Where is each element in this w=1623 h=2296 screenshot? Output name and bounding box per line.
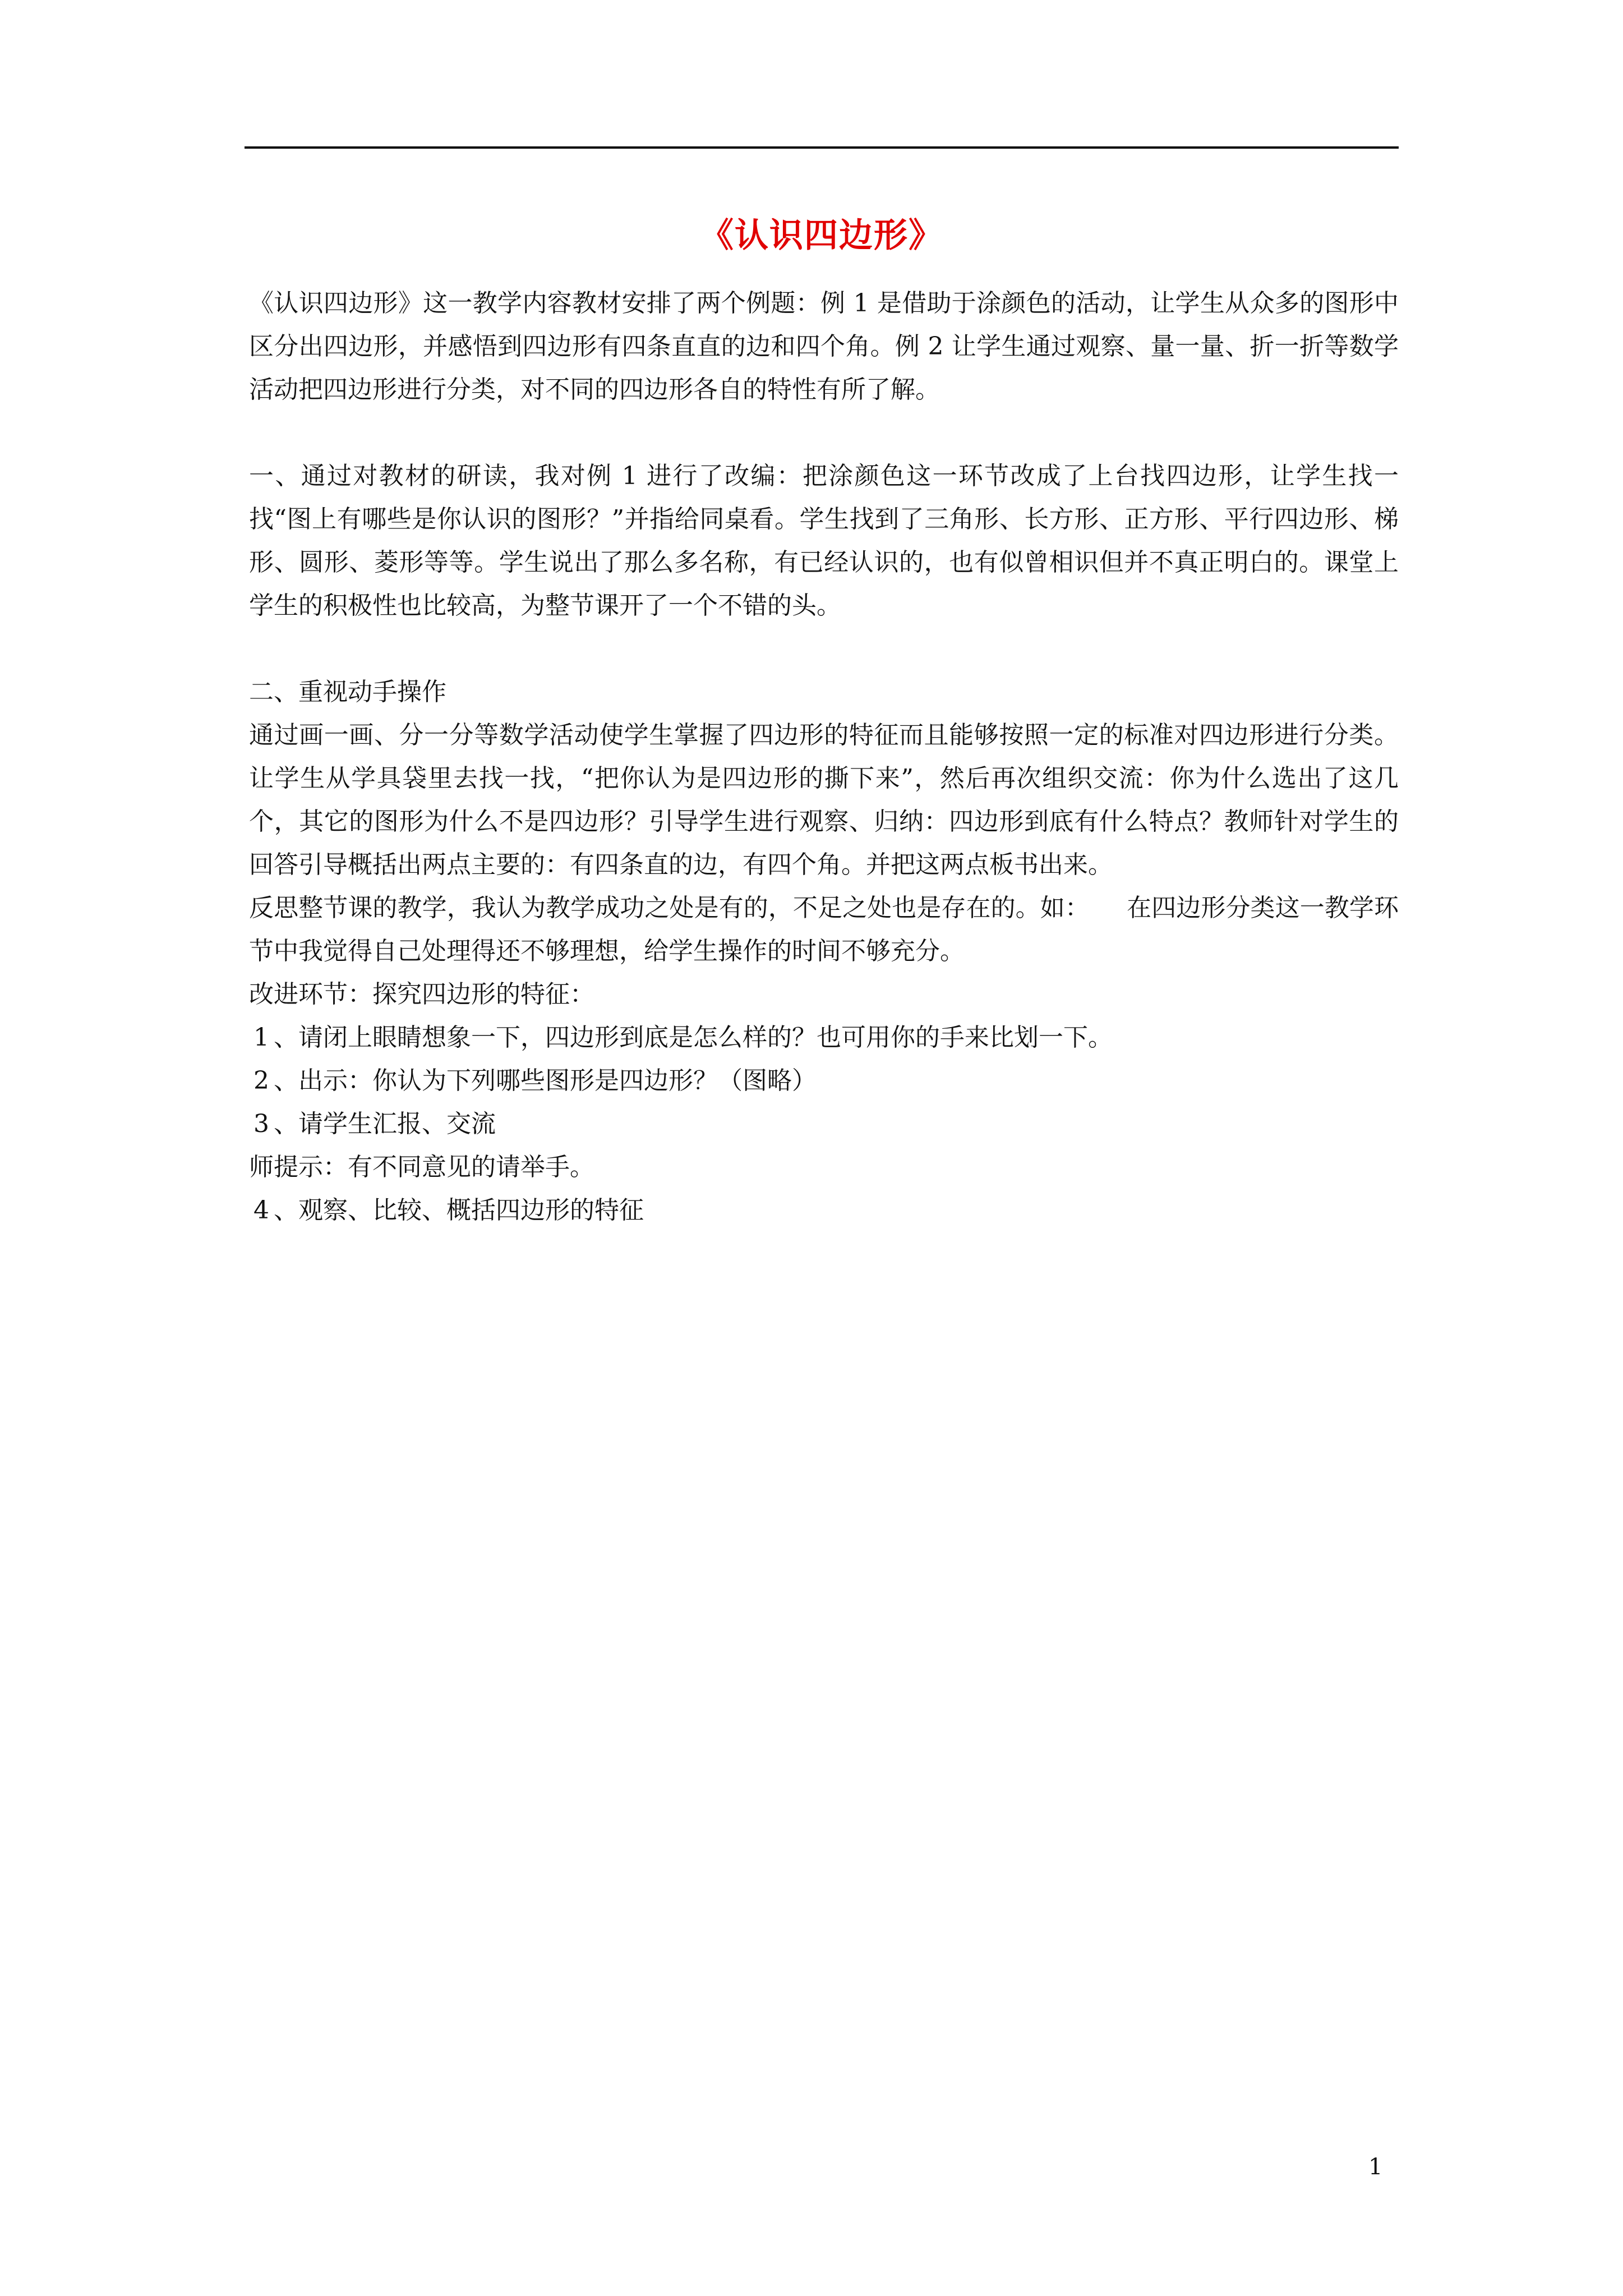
step-number: 3 <box>253 1110 269 1138</box>
step-item <box>249 1059 1399 1102</box>
section-2-paragraph: 通过画一画、分一分等数学活动使学生掌握了四边形的特征而且能够按照一定的标准对四边形进行分类。让学生从学具袋里去找一找，“把你认为是四边形的撕下来”，然后再次组织交流：你为什么选出了这几个，其它的图形为什么不是四边形？引导学生进行观察、归纳：四边形到底有什么特点？教师针对学生的回答引导概括出两点主要的：有四条直的边，有四个角。并把这两点板书出来。 <box>249 721 1399 879</box>
reflection-paragraph: 反思整节课的教学，我认为教学成功之处是有的，不足之处也是存在的。如： 在四边形分类这一教学环节中我觉得自己处理得还不够理想，给学生操作的时间不够充分。 <box>249 894 1399 965</box>
step-text: 、观察、比较、概括四边形的特征 <box>274 1196 644 1225</box>
step-text: 、请学生汇报、交流 <box>274 1110 496 1138</box>
step-item <box>249 1016 1399 1059</box>
intro-paragraph: 《认识四边形》这一教学内容教材安排了两个例题：例 1 是借助于涂颜色的活动，让学生从众多的图形中区分出四边形，并感悟到四边形有四条直直的边和四个角。例 2 让学生通过观察、量一量、折一折等数学活动把四边形进行分类，对不同的四边形各自的特性有所了解。 <box>249 289 1399 404</box>
improve-heading: 改进环节：探究四边形的特征： <box>249 980 594 1009</box>
step-number: 1 <box>253 1023 269 1052</box>
header-rule <box>245 146 1399 149</box>
paragraph-gap <box>249 627 1399 670</box>
step-item <box>249 1102 1399 1145</box>
teacher-tip: 师提示：有不同意见的请举手。 <box>249 1153 594 1181</box>
step-text: 、出示：你认为下列哪些图形是四边形？（图略） <box>274 1066 817 1095</box>
step-number: 4 <box>253 1196 269 1225</box>
step-text: 、请闭上眼睛想象一下，四边形到底是怎么样的？也可用你的手来比划一下。 <box>274 1023 1113 1052</box>
step-item <box>249 1189 1399 1232</box>
page-number: 1 <box>1368 2154 1383 2180</box>
document-body <box>249 282 1399 1232</box>
section-2-heading: 二、重视动手操作 <box>249 678 446 706</box>
paragraph-gap <box>249 411 1399 454</box>
document-title: 《认识四边形》 <box>700 216 943 255</box>
step-number: 2 <box>253 1066 269 1095</box>
section-1-paragraph: 一、通过对教材的研读，我对例 1 进行了改编：把涂颜色这一环节改成了上台找四边形，让学生找一找“图上有哪些是你认识的图形？”并指给同桌看。学生找到了三角形、长方形、正方形、平行四边形、梯形、圆形、菱形等等。学生说出了那么多名称，有已经认识的，也有似曾相识但并不真正明白的。课堂上学生的积极性也比较高，为整节课开了一个不错的头。 <box>249 462 1399 620</box>
